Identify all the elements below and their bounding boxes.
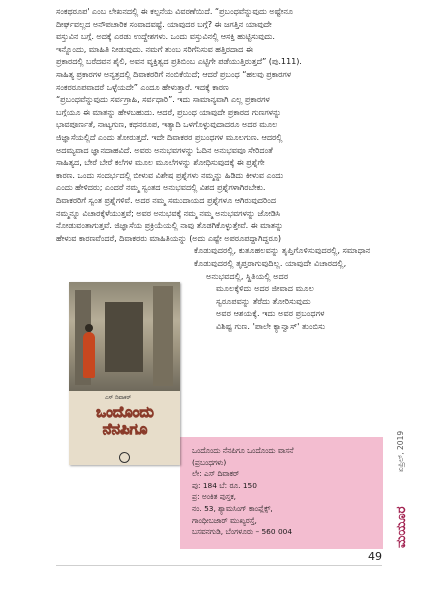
article-line: ಕೊಡುವುದರಲ್ಲಿ ತೃಪ್ತರಾಗುವುದಿಲ್ಲ. ಯಾವುದೇ ವಿಚಾರದಲ್ಲಿ, xyxy=(194,258,347,268)
article-line: ಸ್ವರೂಪವನ್ನು ತೆರೆದು ತೋರಿಸುವುದು xyxy=(216,295,311,306)
book-author: ಲೇ: ಎಸ್ ದಿವಾಕರ್ xyxy=(192,469,240,479)
article-line: ಸಾಹಿತ್ಯ ಪ್ರಕಾರಗಳ ಅನ್ಯತ್ರದಲ್ಲಿ ದಿವಾಕರರಿಗೆ ನಂಬಿಕೆಯಿದೆ; ಆದರೆ ಪ್ರಬಂಧ “ಹಲವು ಪ್ರಕಾರಗಳ xyxy=(56,69,292,79)
book-publisher: ಪ್ರ: ಅಂಕಿತ ಪುಸ್ತಕ, xyxy=(192,492,237,502)
book-address: ನಂ. 53, ಶ್ಯಾಮಸಿಂಗ್ ಕಾಂಪ್ಲೆಕ್ಸ್, xyxy=(192,503,273,513)
cover-title-line: ನೆನಪಿಗೂ xyxy=(102,420,148,438)
book-pages-price: ಪು: 184 ಬೆ: ರೂ. 150 xyxy=(192,480,257,490)
publisher-logo-icon xyxy=(119,452,130,463)
book-title: ಒಂದೊಂದು ನೆನಪಿಗೂ ಒಂದೊಂದು ವಾಸನೆ xyxy=(192,446,294,455)
article-line: ನಮ್ಮನ್ನೂ ವಿಚಾರಕ್ಕೆಳೆಯುತ್ತವೆ; ಅವರ ಅನುಭವಕ್ಕೆ ನಮ್ಮ ನಮ್ಮ ಅನುಭವಗಳನ್ನು ಜೋಡಿಸಿ xyxy=(56,207,281,218)
article-line: ಸಾಹಿತ್ಯದ, ಬೇರೆ ಬೇರೆ ಕಲೆಗಳ ಮೂಲ ಮೂಲೆಗಳನ್ನು ಶೋಧಿಸುವುದಕ್ಕೆ ಈ ಪ್ರಶ್ನೆಗೇ xyxy=(56,157,265,168)
article-line: ಬಗ್ಗೆಯೂ ಈ ಮಾತನ್ನು ಹೇಳಬಹುದು. ಆದರೆ, ಪ್ರಬಂಧ ಯಾವುದೇ ಪ್ರಕಾರದ ಗುಣಗಳನ್ನು xyxy=(56,106,282,117)
article-line: ಪ್ರಕಾರದಲ್ಲಿ ಬರೆದವನ ಶೈಲಿ, ಅವನ ವ್ಯಕ್ತಿತ್ವದ ಪ್ರತಿಬಿಂಬ ಎಟ್ಟಿಗೇ ಪಡೆಯುತ್ತಿರುತ್ತದೆ” (ಪು.111). xyxy=(56,56,302,67)
cover-title xyxy=(75,404,175,438)
book-address: ಗಾಂಧೀಬಜಾರ್ ಮುಖ್ಯರಸ್ತೆ, xyxy=(192,515,257,525)
footer-rule xyxy=(56,565,382,566)
article-line: ನೋಡುವಂತಾಗುತ್ತವೆ. ಜಿಜ್ಞಾಸೆಯ ಪ್ರಕ್ರಿಯೆಯಲ್ಲಿ ನಾವು ತೊಡಗಿಕೊಳ್ಳುತ್ತೇವೆ. ಈ ಮಾತನ್ನು xyxy=(56,220,284,231)
article-line: ಇನ್ನೊಂದು, ಮಾಹಿತಿ ನೀಡುವುದು. ನಮಗೆ ತುಂಬ ಸರಿಗೆನಿಸುವ ಹತ್ತಿರದಾದ ಈ xyxy=(56,43,253,54)
page-number: 49 xyxy=(368,550,382,563)
article-line: ವಿಶಿಷ್ಟ ಗುಣ. 'ಪಾಲೇ ಕ್ಯಾನ್ವಾಸ್' ತುಂಬಿಸು xyxy=(216,321,326,331)
article-line: ಮೂಲಕ್ಕೆಳಿದು ಅದರ ಜೀವಾದ ಮೂಲ xyxy=(216,283,314,294)
cover-author: ಎಸ್ ದಿವಾಕರ್ xyxy=(105,395,132,401)
book-address: ಬಸವನಗುಡಿ, ಬೆಂಗಳೂರು – 560 004 xyxy=(192,527,293,537)
article-line: ಸಂಕರರೂಪವಾದರೆ ಒಳ್ಳೆಯದೇ” ಎಂದೂ ಹೇಳುತ್ತಾರೆ. ಇದಕ್ಕೆ ಕಾರಣ xyxy=(56,81,229,92)
article-line: ದೀರ್ಘವಲ್ಲದ ಅನೌಪಚಾರಿಕ ಸಂವಾದವಷ್ಟೆ. ಯಾವುದರ ಬಗ್ಗೆ? ಈ ಜಗತ್ತಿನ ಯಾವುದೇ xyxy=(56,18,272,29)
article-line: ಅದಮ್ಯವಾದ ಜ್ಞಾನದಾಹವಿದೆ. ಅವರು ಅನುಭವಗಳನ್ನು ಓದಿನ ಅನುಭವವೂ ಸೇರಿದಂತೆ xyxy=(56,144,273,155)
cover-figure xyxy=(83,332,95,378)
article-line: ಕಾರಣ. ಒಂದು ಸಂದರ್ಭದಲ್ಲಿ ಬೀಳುವ ವಿಶೇಷ ಪ್ರಶ್ನೆಗಳು ನಮ್ಮನ್ನು ಹಿಡಿದು ಕೀಳುವ ಎಂದು xyxy=(56,169,284,180)
article-line: ಅವರ ಆಶಯಕ್ಕೆ. ಇದು ಅವರ ಪ್ರಬಂಧಗಳ xyxy=(216,308,325,319)
book-details xyxy=(192,445,382,538)
article-line: “ಪ್ರಬಂಧವೆನ್ನುವುದು ಸರ್ವಗ್ರಾಹಿ, ಸರ್ವಧಾರಿ”. ಇದು ಸಾಮಾನ್ಯವಾಗಿ ಎಲ್ಲ ಪ್ರಕಾರಗಳ xyxy=(56,94,270,105)
cover-title-line: ಒಂದೊಂದು xyxy=(96,403,154,421)
magazine-brand: ಮಯೂರ xyxy=(394,506,409,548)
article-line: ಅನುಭವದಲ್ಲಿ, ಸ್ಥಿತಿಯಲ್ಲಿ ಅದರ xyxy=(206,270,289,281)
article-line: ಸಂಕಥರೂಪ' ಎಂಬ ಲೇಖನದಲ್ಲಿ ಈ ಕಲ್ಪನೆಯ ವಿವರಣೆಯಿದೆ. “ಪ್ರಬಂಧವೆನ್ನುವುದು ಅಷ್ಟೇನೂ xyxy=(56,6,294,16)
cover-doorway xyxy=(105,302,143,372)
article-line: ವಸ್ತುವಿನ ಬಗ್ಗೆ. ಅದಕ್ಕೆ ಎರಡು ಉದ್ದೇಶಗಳು. ಒಂದು ವಸ್ತುವಿನಲ್ಲಿ ಆಸಕ್ತಿ ಹುಟ್ಟಿಸುವುದು. xyxy=(56,31,275,42)
article-line: ಜಿಜ್ಞಾಸೆಯಲ್ಲಿದೆ ಎಂದು ತೋರುತ್ತದೆ. ಇದೇ ದಿವಾಕರರ ಪ್ರಬಂಧಗಳ ಮೂಲಗುಣ. ಆದರಲ್ಲಿ xyxy=(56,132,283,142)
article-line: ಭಾವಪೂರ್ಣತೆ, ನಾಟ್ಯಗುಣ, ಕಥನರೂಪ, ಇತ್ಯಾದಿ ಒಳಗೊಳ್ಳುವುದಾದರೂ ಅದರ ಮೂಲ xyxy=(56,119,278,130)
article-line: ಕೊಡುವುದರಲ್ಲಿ, ಕುತೂಹಲವನ್ನು ತೃಪ್ತಿಗೊಳಿಸುವುದರಲ್ಲಿ, ಸಮಾಧಾನ xyxy=(194,245,371,256)
article-line: ದಿವಾಕರರಿಗೆ ಸ್ವಂತ ಪ್ರಶ್ನೆಗಳಿವೆ. ಅದರ ನಮ್ಮ ಸಮುದಾಯದ ಪ್ರಶ್ನೆಗಳೂ ಆಗಿರುವುದರಿಂದ xyxy=(56,195,277,205)
article-line: ಎಂದು ಹೇಳಿದರು; ಎಂದರೆ ನಮ್ಮ ಸ್ವಂತದ ಅನುಭವದಲ್ಲಿ ವಿಶದ ಪ್ರಶ್ನೆಗಳಾಗಿರಬೇಕು. xyxy=(56,182,266,193)
book-genre: (ಪ್ರಬಂಧಗಳು) xyxy=(192,457,227,467)
cover-figure-head xyxy=(85,324,93,332)
cover-pillar xyxy=(153,286,173,386)
issue-date: ಏಪ್ರಿಲ್, 2019 xyxy=(396,430,405,472)
book-cover-image xyxy=(69,282,180,465)
article-line: ಹೇಳುವ ಕಾರಣವೆಂದರೆ, ದಿವಾಕರರು ಮಾಹಿತಿಯನ್ನು (ಅದು ಎಷ್ಟೇ ಅಪರೂಪದ್ದಾಗಿದ್ದರೂ) xyxy=(56,232,282,243)
